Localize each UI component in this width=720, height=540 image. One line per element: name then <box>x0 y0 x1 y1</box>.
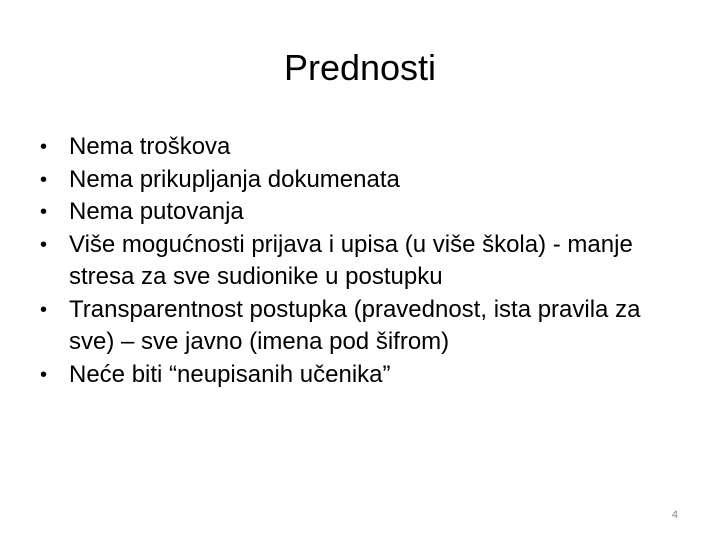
page-number: 4 <box>671 509 678 521</box>
bullet-text: Neće biti “neupisanih učenika” <box>69 360 391 388</box>
bullet-item <box>40 229 680 294</box>
bullet-text: Nema troškova <box>69 133 231 160</box>
bullet-text: Nema putovanja <box>69 198 244 225</box>
bullet-marker: • <box>40 363 48 386</box>
bullet-item <box>40 359 680 392</box>
bullet-marker: • <box>40 233 48 256</box>
bullet-item <box>40 131 680 164</box>
bullet-marker: • <box>40 136 48 158</box>
bullet-item <box>40 196 680 229</box>
slide-title: Prednosti <box>283 47 437 88</box>
bullet-marker: • <box>40 168 48 191</box>
bullet-text: Više mogućnosti prijava i upisa (u više škola) - manje stresa za sve sudionike u postupku <box>69 230 633 290</box>
bullet-list <box>40 131 680 391</box>
bullet-marker: • <box>40 201 48 223</box>
bullet-item <box>40 294 680 359</box>
bullet-text: Nema prikupljanja dokumenata <box>69 165 400 193</box>
bullet-item <box>40 164 680 197</box>
bullet-text: Transparentnost postupka (pravednost, ista pravila za sve) – sve javno (imena pod šifrom) <box>69 295 641 355</box>
bullet-marker: • <box>40 298 48 321</box>
